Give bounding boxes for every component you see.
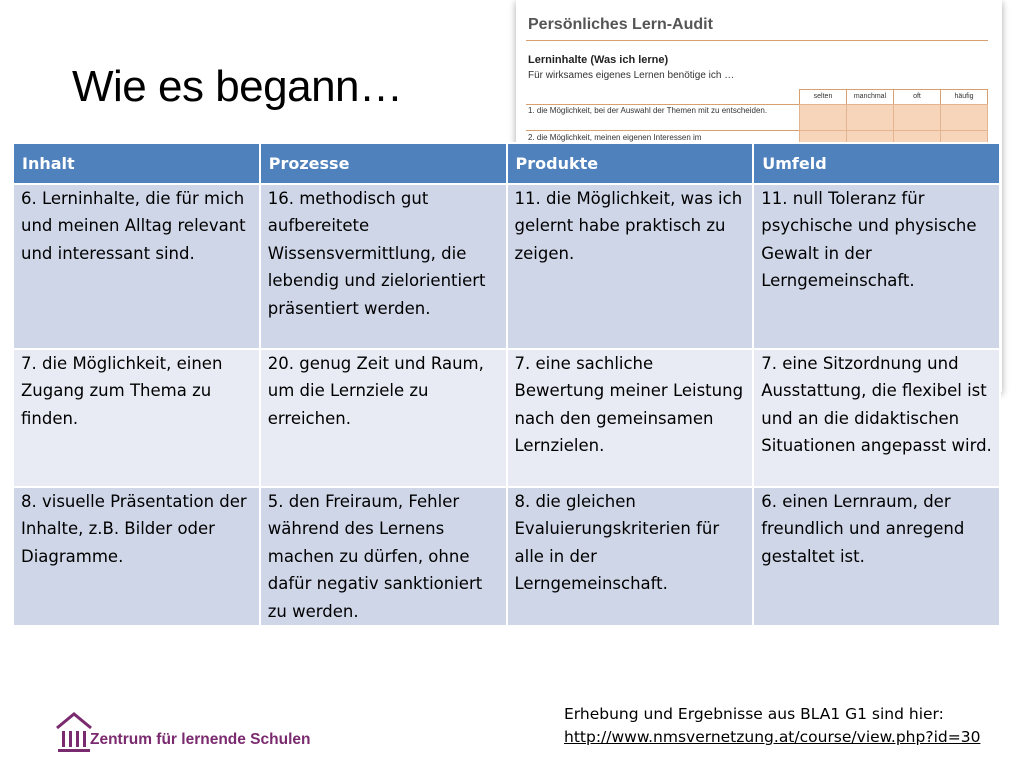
table-cell: 8. die gleichen Evaluierungskriterien für alle in der Lerngemeinschaft.: [507, 487, 754, 626]
audit-form-item: 1. die Möglichkeit, bei der Auswahl der Themen mit zu entscheiden.: [528, 106, 768, 115]
table-cell: 8. visuelle Präsentation der Inhalte, z.B. Bilder oder Diagramme.: [13, 487, 260, 626]
survey-results-link[interactable]: http://www.nmsvernetzung.at/course/view.php?id=30: [564, 728, 981, 746]
table-row: [13, 349, 1000, 487]
column-header-inhalt: Inhalt: [13, 143, 260, 184]
table-cell: 6. Lerninhalte, die für mich und meinen Alltag relevant und interessant sind.: [13, 184, 260, 349]
slide-title: Wie es begann…: [72, 62, 403, 111]
results-table: [12, 142, 1001, 627]
column-header-produkte: Produkte: [507, 143, 754, 184]
audit-form-item: 2. die Möglichkeit, meinen eigenen Interessen im: [528, 133, 702, 142]
audit-form-scale: [800, 89, 988, 105]
table-header-row: [13, 143, 1000, 184]
column-header-umfeld: Umfeld: [753, 143, 1000, 184]
table-cell: 7. die Möglichkeit, einen Zugang zum Thema zu finden.: [13, 349, 260, 487]
table-cell: 7. eine sachliche Bewertung meiner Leistung nach den gemeinsamen Lernzielen.: [507, 349, 754, 487]
logo-text: Zentrum für lernende Schulen: [90, 731, 311, 748]
divider: [526, 40, 988, 41]
audit-form-section: Lerninhalte (Was ich lerne): [528, 54, 669, 66]
scale-label: manchmal: [846, 89, 894, 105]
footer-note: [564, 703, 980, 749]
audit-form-checkboxes: [800, 104, 988, 132]
table-row: [13, 184, 1000, 349]
table-row: [13, 487, 1000, 626]
table-cell: 7. eine Sitzordnung und Ausstattung, die flexibel ist und an die didaktischen Situationen angepasst wird.: [753, 349, 1000, 487]
scale-label: häufig: [940, 89, 988, 105]
scale-label: oft: [893, 89, 941, 105]
table-cell: 11. die Möglichkeit, was ich gelernt habe praktisch zu zeigen.: [507, 184, 754, 349]
table-cell: 6. einen Lernraum, der freundlich und anregend gestaltet ist.: [753, 487, 1000, 626]
scale-label: selten: [799, 89, 847, 105]
table-cell: 5. den Freiraum, Fehler während des Lernens machen zu dürfen, ohne dafür negativ sanktioniert zu werden.: [260, 487, 507, 626]
table-cell: 11. null Toleranz für psychische und physische Gewalt in der Lerngemeinschaft.: [753, 184, 1000, 349]
table-cell: 20. genug Zeit und Raum, um die Lernziele zu erreichen.: [260, 349, 507, 487]
footer-text: Erhebung und Ergebnisse aus BLA1 G1 sind hier:: [564, 705, 944, 723]
organization-logo: [54, 711, 310, 755]
column-header-prozesse: Prozesse: [260, 143, 507, 184]
table-cell: 16. methodisch gut aufbereitete Wissensvermittlung, die lebendig und zielorientiert präsentiert werden.: [260, 184, 507, 349]
school-building-icon: [54, 711, 94, 755]
audit-form-intro: Für wirksames eigenes Lernen benötige ich …: [528, 70, 735, 81]
audit-form-title: Persönliches Lern-Audit: [528, 16, 713, 33]
